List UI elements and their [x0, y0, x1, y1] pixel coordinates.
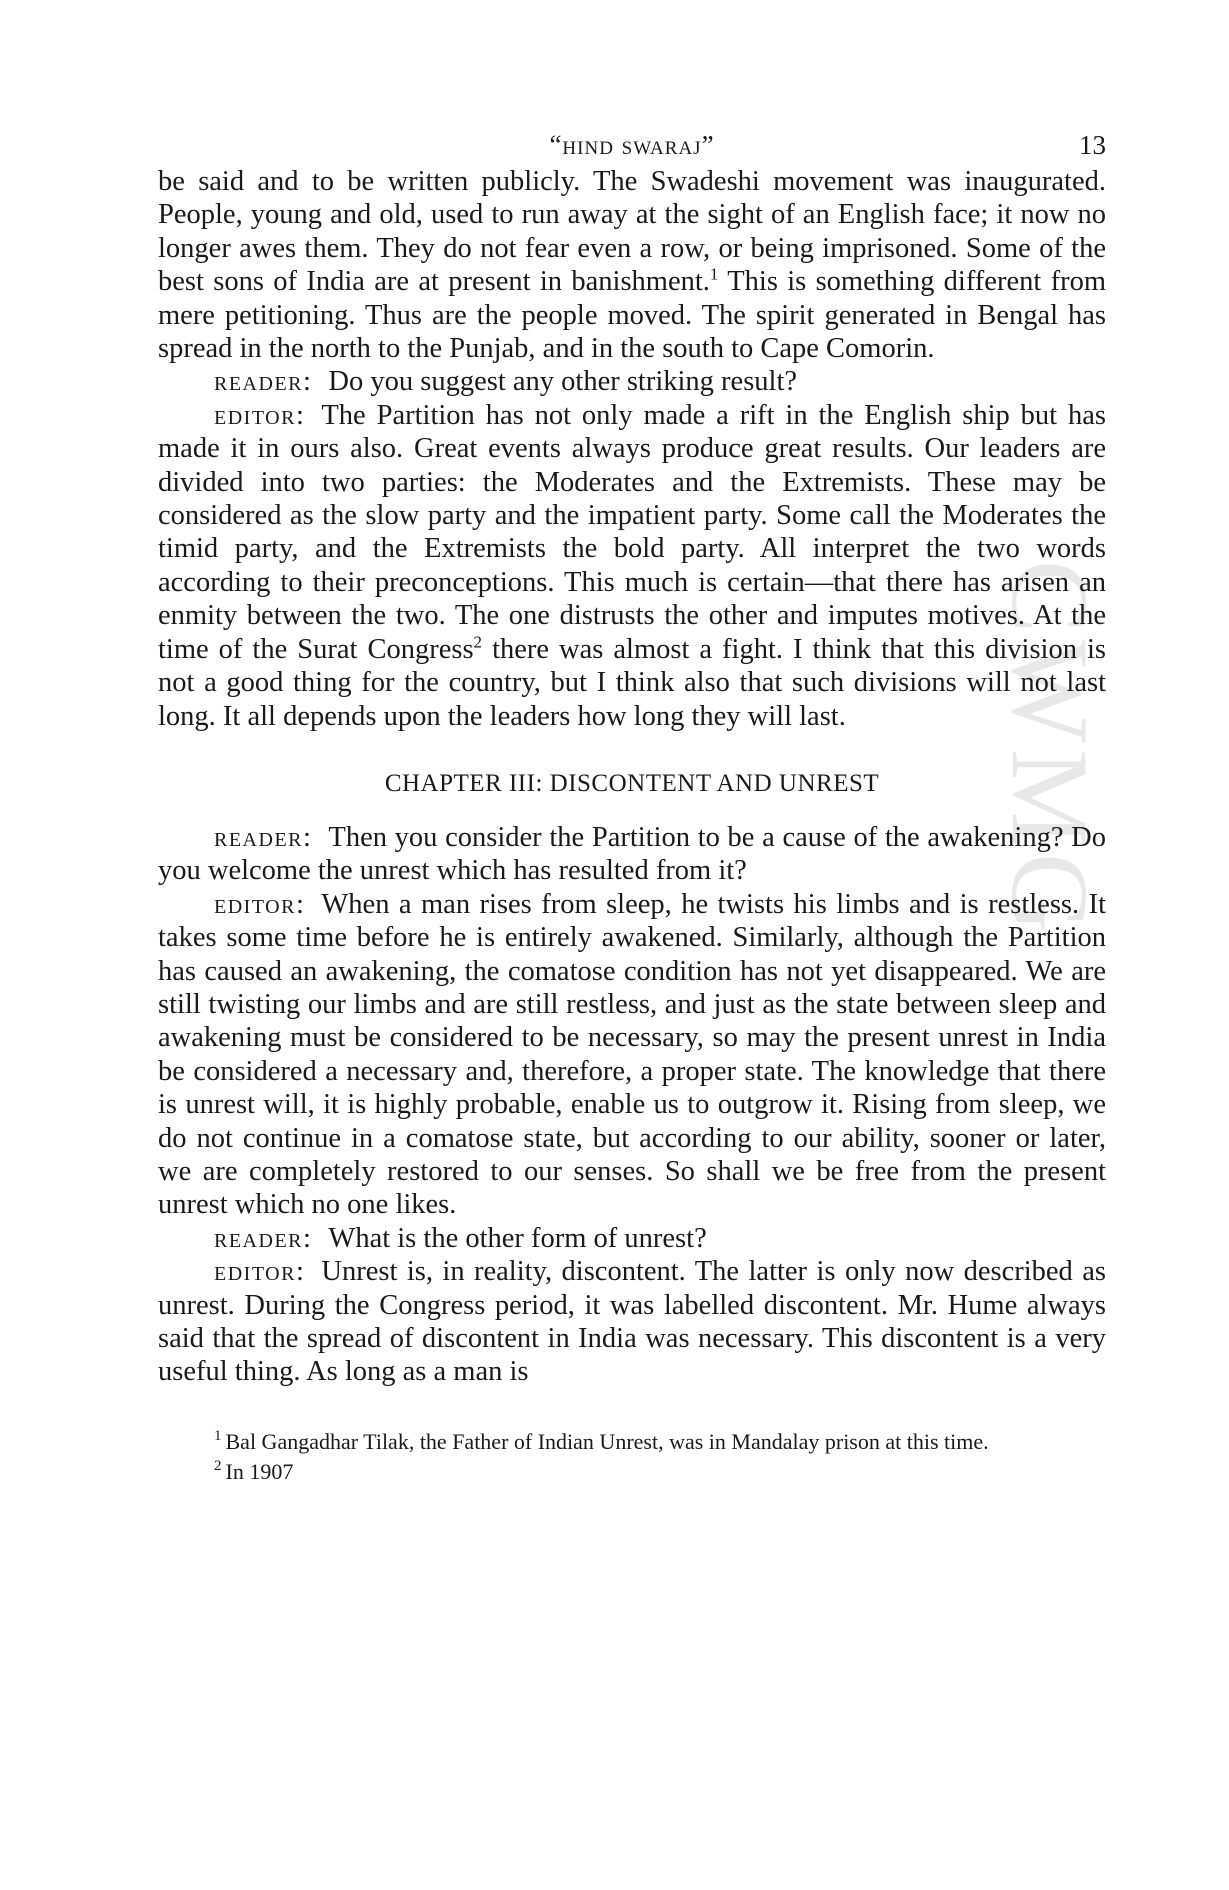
footnote-reference: 2	[473, 632, 483, 652]
footnotes	[158, 1427, 1106, 1487]
footnote-mark: 2	[214, 1458, 222, 1475]
dialogue-paragraph	[158, 1222, 1106, 1255]
body-text	[158, 165, 1111, 1389]
paragraph	[158, 165, 1106, 365]
speaker-label: reader:	[214, 1222, 313, 1254]
paragraph-text: This is something different from mere petitioning. Thus are the people moved. The spirit generated in Bengal has spread in the north to the Punjab, and in the south to Cape Comorin.	[158, 266, 1106, 365]
paragraph-text: When a man rises from sleep, he twists his limbs and is restless. It takes some time before he is entirely awakened. Similarly, although the Partition has caused an awakening, the comatose condition has not yet disappeared. We are still twisting our limbs and are still restless, and just as the state between sleep and awakening must be considered to be necessary, so may the present unrest in India be considered a necessary and, therefore, a proper state. The knowledge that there is unrest will, it is highly probable, enable us to outgrow it. Rising from sleep, we do not continue in a comatose state, but according to our ability, sooner or later, we are completely restored to our senses. So shall we be free from the present unrest which no one likes.	[158, 888, 1106, 1221]
chapter-heading: CHAPTER III: DISCONTENT AND UNREST	[384, 769, 880, 797]
book-page	[158, 125, 1111, 1845]
paragraph-text: Then you consider the Partition to be a cause of the awakening? Do you welcome the unrest which has resulted from it?	[158, 821, 1106, 887]
speaker-label: editor:	[214, 888, 306, 920]
paragraph-text: be said and to be written publicly. The Swadeshi movement was inaugurated. People, young and old, used to run away at the sight of an English face; it now no longer awes them. They do not fear even a row, or being imprisoned. Some of the best sons of India are at present in banishment.	[158, 166, 1106, 298]
footnote	[158, 1427, 1106, 1457]
paragraph-text: Unrest is, in reality, discontent. The latter is only now described as unrest. During the Congress period, it was labelled discontent. Mr. Hume always said that the spread of discontent in India was necessary. This discontent is a very useful thing. As long as a man is	[158, 1256, 1106, 1388]
dialogue-paragraph	[158, 888, 1106, 1222]
paragraph-text: there was almost a fight. I think that this division is not a good thing for the country, but I think also that such divisions will not last long. It all depends upon the leaders how long they will last.	[158, 633, 1106, 732]
speaker-label: reader:	[214, 366, 313, 398]
footnote-text: In 1907	[225, 1458, 294, 1484]
dialogue-paragraph	[158, 821, 1106, 888]
footnote-mark: 1	[214, 1428, 222, 1445]
dialogue-paragraph	[158, 1255, 1106, 1389]
speaker-label: editor:	[214, 1256, 306, 1288]
footnote	[158, 1457, 1106, 1487]
footnote-reference: 1	[709, 264, 719, 284]
running-head	[158, 125, 1106, 165]
running-title: “hind swaraj”	[549, 130, 715, 160]
paragraph-text: What is the other form of unrest?	[328, 1222, 707, 1254]
page-number: 13	[1079, 130, 1106, 160]
watermark: CWMG	[989, 560, 1111, 939]
speaker-label: reader:	[214, 821, 313, 853]
paragraph-text: Do you suggest any other striking result?	[328, 366, 798, 398]
speaker-label: editor:	[214, 399, 306, 431]
dialogue-paragraph	[158, 365, 1106, 398]
footnote-text: Bal Gangadhar Tilak, the Father of Indian Unrest, was in Mandalay prison at this time.	[225, 1428, 989, 1454]
paragraph-text: The Partition has not only made a rift in the English ship but has made it in ours also. Great events always produce great results. Our leaders are divided into two parties: the Moderates and the Extremists. These may be considered as the slow party and the impatient party. Some call the Moderates the timid party, and the Extremists the bold party. All interpret the two words according to their preconceptions. This much is certain—that there has arisen an enmity between the two. The one distrusts the other and imputes motives. At the time of the Surat Congress	[158, 399, 1106, 665]
